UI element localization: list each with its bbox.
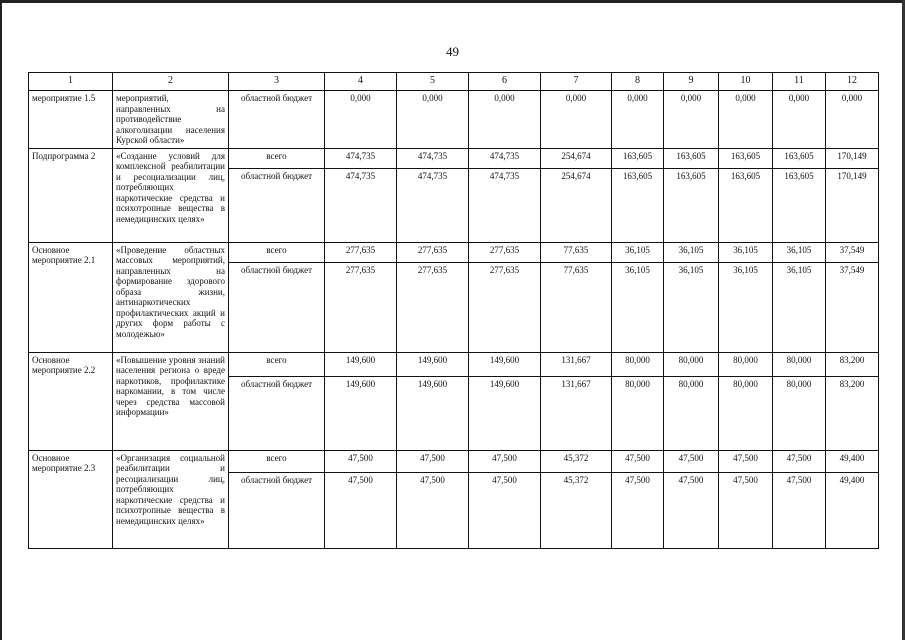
amount-cell: 149,600 (397, 376, 469, 450)
amount-cell: 47,500 (773, 450, 826, 472)
amount-cell: 254,674 (541, 148, 612, 168)
amount-cell: 80,000 (773, 352, 826, 376)
amount-cell: 131,667 (541, 352, 612, 376)
amount-cell: 47,500 (397, 450, 469, 472)
page-edge (0, 0, 2, 640)
page-number: 49 (446, 44, 459, 59)
column-header-9: 9 (664, 73, 719, 91)
amount-cell: 36,105 (612, 242, 664, 262)
amount-cell: 83,200 (826, 352, 879, 376)
program-name: Основное мероприятие 2.1 (29, 242, 113, 352)
amount-cell: 47,500 (469, 450, 541, 472)
amount-cell: 36,105 (773, 242, 826, 262)
amount-cell: 80,000 (773, 376, 826, 450)
amount-cell: 47,500 (325, 472, 397, 548)
amount-cell: 149,600 (469, 352, 541, 376)
column-header-2: 2 (113, 73, 229, 91)
table-row (29, 242, 879, 262)
amount-cell: 474,735 (325, 168, 397, 242)
amount-cell: 36,105 (612, 262, 664, 352)
amount-cell: 0,000 (664, 91, 719, 149)
program-name: Основное мероприятие 2.2 (29, 352, 113, 450)
amount-cell: 80,000 (664, 376, 719, 450)
funding-source: областной бюджет (229, 376, 325, 450)
table-row (29, 450, 879, 472)
amount-cell: 149,600 (397, 352, 469, 376)
amount-cell: 170,149 (826, 168, 879, 242)
column-header-8: 8 (612, 73, 664, 91)
funding-source: областной бюджет (229, 262, 325, 352)
amount-cell: 37,549 (826, 262, 879, 352)
funding-source: всего (229, 352, 325, 376)
amount-cell: 277,635 (469, 242, 541, 262)
amount-cell: 36,105 (664, 242, 719, 262)
amount-cell: 163,605 (719, 148, 773, 168)
amount-cell: 45,372 (541, 472, 612, 548)
amount-cell: 474,735 (469, 168, 541, 242)
amount-cell: 80,000 (719, 376, 773, 450)
table-row (29, 352, 879, 376)
amount-cell: 47,500 (612, 472, 664, 548)
amount-cell: 0,000 (719, 91, 773, 149)
amount-cell: 45,372 (541, 450, 612, 472)
program-name: мероприятие 1.5 (29, 91, 113, 149)
amount-cell: 0,000 (397, 91, 469, 149)
amount-cell: 163,605 (612, 148, 664, 168)
program-description: «Повышение уровня знаний населения региона о вреде наркотиков, профилактике наркомании, в том числе через средства массовой информации» (113, 352, 229, 450)
amount-cell: 277,635 (397, 242, 469, 262)
program-name: Основное мероприятие 2.3 (29, 450, 113, 548)
amount-cell: 47,500 (719, 450, 773, 472)
amount-cell: 163,605 (664, 148, 719, 168)
column-header-3: 3 (229, 73, 325, 91)
amount-cell: 0,000 (612, 91, 664, 149)
header-row (29, 73, 879, 91)
amount-cell: 36,105 (719, 262, 773, 352)
amount-cell: 36,105 (773, 262, 826, 352)
column-header-5: 5 (397, 73, 469, 91)
amount-cell: 474,735 (325, 148, 397, 168)
amount-cell: 277,635 (325, 262, 397, 352)
amount-cell: 254,674 (541, 168, 612, 242)
amount-cell: 37,549 (826, 242, 879, 262)
funding-source: областной бюджет (229, 168, 325, 242)
amount-cell: 0,000 (826, 91, 879, 149)
program-description: «Организация социальной реабилитации и ресоциализации лиц, потребляющих наркотические средства и психотропные вещества в немедицинских целях» (113, 450, 229, 548)
amount-cell: 0,000 (541, 91, 612, 149)
amount-cell: 49,400 (826, 472, 879, 548)
column-header-4: 4 (325, 73, 397, 91)
table-row (29, 148, 879, 168)
funding-source: всего (229, 450, 325, 472)
amount-cell: 149,600 (469, 376, 541, 450)
program-name: Подпрограмма 2 (29, 148, 113, 242)
amount-cell: 474,735 (397, 148, 469, 168)
table-row (29, 91, 879, 149)
column-header-6: 6 (469, 73, 541, 91)
amount-cell: 47,500 (719, 472, 773, 548)
amount-cell: 0,000 (469, 91, 541, 149)
amount-cell: 0,000 (773, 91, 826, 149)
column-header-1: 1 (29, 73, 113, 91)
amount-cell: 77,635 (541, 262, 612, 352)
amount-cell: 163,605 (664, 168, 719, 242)
amount-cell: 47,500 (664, 472, 719, 548)
amount-cell: 36,105 (664, 262, 719, 352)
amount-cell: 47,500 (612, 450, 664, 472)
amount-cell: 474,735 (469, 148, 541, 168)
program-description: «Проведение областных массовых мероприятий, направленных на формирование здорового образа жизни, антинаркотических профилактических акций и других форм работы с молодежью» (113, 242, 229, 352)
amount-cell: 131,667 (541, 376, 612, 450)
budget-table (28, 72, 879, 549)
page-edge (0, 0, 905, 3)
amount-cell: 0,000 (325, 91, 397, 149)
amount-cell: 77,635 (541, 242, 612, 262)
amount-cell: 36,105 (719, 242, 773, 262)
amount-cell: 277,635 (397, 262, 469, 352)
amount-cell: 80,000 (719, 352, 773, 376)
column-header-7: 7 (541, 73, 612, 91)
program-description: «Создание условий для комплексной реабилитации и ресоциализации лиц, потребляющих наркотические средства и психотропные вещества в немедицинских целях» (113, 148, 229, 242)
amount-cell: 163,605 (773, 148, 826, 168)
amount-cell: 80,000 (664, 352, 719, 376)
amount-cell: 47,500 (397, 472, 469, 548)
amount-cell: 163,605 (612, 168, 664, 242)
funding-source: областной бюджет (229, 91, 325, 149)
column-header-11: 11 (773, 73, 826, 91)
amount-cell: 49,400 (826, 450, 879, 472)
amount-cell: 80,000 (612, 352, 664, 376)
amount-cell: 47,500 (664, 450, 719, 472)
amount-cell: 149,600 (325, 352, 397, 376)
amount-cell: 170,149 (826, 148, 879, 168)
amount-cell: 277,635 (325, 242, 397, 262)
amount-cell: 47,500 (773, 472, 826, 548)
funding-source: всего (229, 148, 325, 168)
amount-cell: 83,200 (826, 376, 879, 450)
funding-source: областной бюджет (229, 472, 325, 548)
column-header-12: 12 (826, 73, 879, 91)
amount-cell: 47,500 (469, 472, 541, 548)
column-header-10: 10 (719, 73, 773, 91)
amount-cell: 163,605 (719, 168, 773, 242)
amount-cell: 277,635 (469, 262, 541, 352)
amount-cell: 149,600 (325, 376, 397, 450)
amount-cell: 474,735 (397, 168, 469, 242)
amount-cell: 163,605 (773, 168, 826, 242)
funding-source: всего (229, 242, 325, 262)
amount-cell: 80,000 (612, 376, 664, 450)
program-description: мероприятий, направленных на противодействие алкоголизации населения Курской области» (113, 91, 229, 149)
amount-cell: 47,500 (325, 450, 397, 472)
